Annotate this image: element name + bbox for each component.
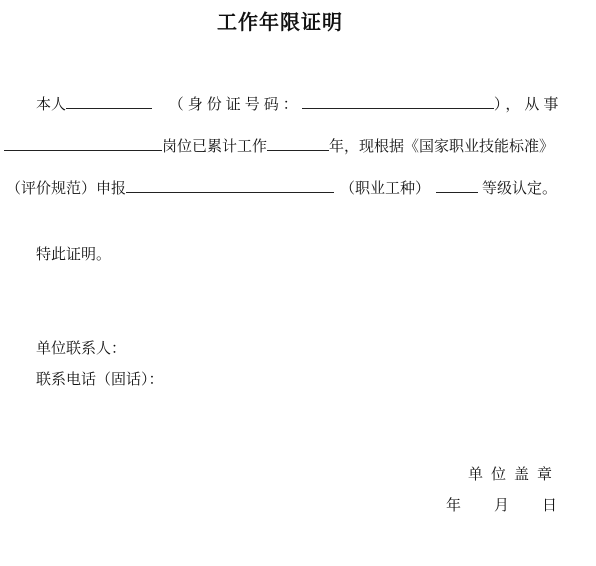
- id-number-label: （身份证号码：: [168, 95, 302, 113]
- certify-statement: 特此证明。: [36, 245, 112, 263]
- contact-person-label: 单位联系人：: [36, 339, 127, 357]
- date-month-label: 月: [494, 496, 510, 514]
- self-label: 本人: [36, 95, 67, 113]
- name-blank[interactable]: [66, 92, 152, 109]
- engaged-in-label: ），从事: [493, 95, 563, 113]
- line-identity: [36, 92, 562, 114]
- level-blank[interactable]: [436, 176, 478, 193]
- page-title: 工作年限证明: [217, 10, 343, 34]
- years-blank[interactable]: [267, 134, 329, 151]
- evaluation-label: （评价规范）申报: [6, 179, 127, 197]
- years-standard-label: 年，现根据《国家职业技能标准》: [329, 137, 555, 155]
- line-post: [4, 134, 554, 156]
- application-blank[interactable]: [126, 176, 334, 193]
- line-application: [6, 176, 557, 198]
- date-year-label: 年: [446, 496, 462, 514]
- date-day-label: 日: [542, 496, 558, 514]
- job-type-label: （职业工种）: [340, 179, 431, 197]
- unit-seal-label: 单位盖章: [468, 465, 561, 483]
- post-label: 岗位已累计工作: [162, 137, 268, 155]
- id-number-blank[interactable]: [302, 92, 494, 109]
- post-blank[interactable]: [4, 134, 162, 151]
- level-certification-label: 等级认定。: [482, 179, 558, 197]
- contact-phone-label: 联系电话（固话）：: [36, 370, 164, 388]
